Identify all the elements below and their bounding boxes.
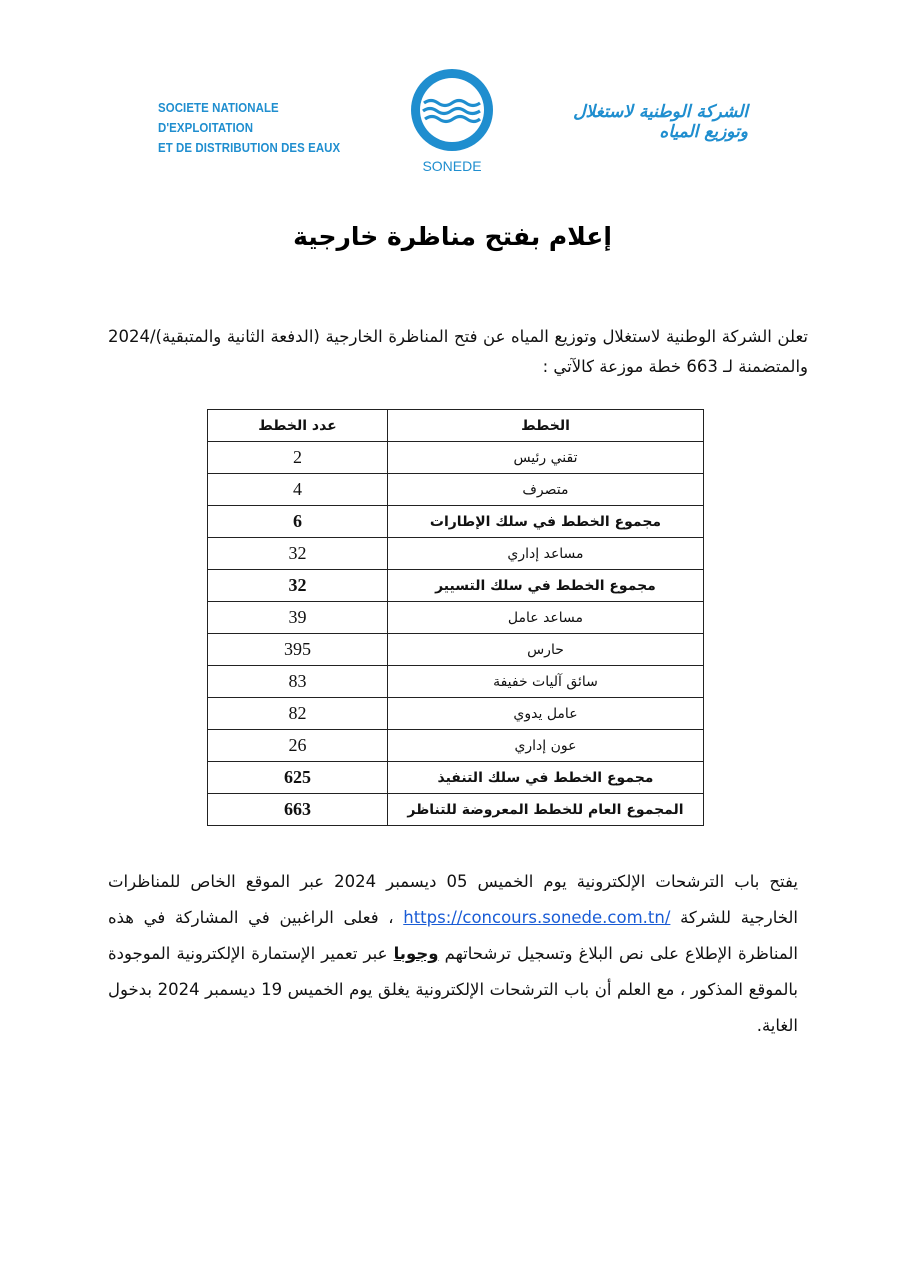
count-cell: 2 [208,442,388,474]
table-row [208,634,704,666]
registration-link[interactable]: https://concours.sonede.com.tn/ [403,908,671,927]
table-row [208,666,704,698]
logo-wordmark: SONEDE [422,158,482,174]
table-row [208,730,704,762]
count-cell: 663 [208,794,388,826]
closing-text-3: عبر تعمير الإستمارة الإلكترونية الموجودة بالموقع المذكور ، مع العلم أن باب الترشحات الإلكترونية يغلق يوم الخميس 19 ديسمبر 2024 بدخول الغاية. [108,944,798,1035]
count-cell: 6 [208,506,388,538]
plan-cell: عامل يدوي [387,698,703,730]
plan-cell: متصرف [387,474,703,506]
plan-cell: المجموع العام للخطط المعروضة للتناظر [387,794,703,826]
closing-text-1: يفتح باب الترشحات الإلكترونية يوم الخميس 05 ديسمبر 2024 عبر الموقع الخاص للمناظرات الخارجية للشركة [108,872,799,927]
table-row [208,698,704,730]
subtotal-row [208,570,704,602]
count-cell: 4 [208,474,388,506]
plan-cell: سائق آليات خفيفة [387,666,703,698]
company-name-arabic: الشركة الوطنية لاستغلال وتوزيع المياه [573,102,748,142]
plan-cell: مجموع الخطط في سلك التنفيذ [387,762,703,794]
closing-paragraph [108,864,798,1044]
plan-cell: مجموع الخطط في سلك الإطارات [387,506,703,538]
plan-cell: عون إداري [387,730,703,762]
table-row [208,602,704,634]
count-cell: 395 [208,634,388,666]
closing-text-2: ، فعلى الراغبين في المشاركة في هذه المناظرة الإطلاع على نص البلاغ وتسجيل ترشحاتهم [108,908,798,963]
table-header-row [208,410,704,442]
header-plan: الخطط [387,410,703,442]
count-cell: 82 [208,698,388,730]
grand-total-row [208,794,704,826]
count-cell: 39 [208,602,388,634]
header-count: عدد الخطط [208,410,388,442]
plan-cell: تقني رئيس [387,442,703,474]
count-cell: 26 [208,730,388,762]
letterhead [0,60,905,185]
plan-cell: مجموع الخطط في سلك التسيير [387,570,703,602]
count-cell: 625 [208,762,388,794]
table-row [208,538,704,570]
subtotal-row [208,506,704,538]
plan-cell: مساعد عامل [387,602,703,634]
intro-paragraph: تعلن الشركة الوطنية لاستغلال وتوزيع المياه عن فتح المناظرة الخارجية (الدفعة الثانية والمتبقية)/2024 والمتضمنة لـ 663 خطة موزعة كالآتي : [108,327,808,376]
subtotal-row [208,762,704,794]
count-cell: 32 [208,570,388,602]
plans-table [207,409,704,826]
count-cell: 32 [208,538,388,570]
plan-cell: مساعد إداري [387,538,703,570]
emphasis-word: وجوبا [393,944,439,963]
plan-cell: حارس [387,634,703,666]
count-cell: 83 [208,666,388,698]
company-name-french: SOCIETE NATIONALE D'EXPLOITATION ET DE DISTRIBUTION DES EAUX [158,100,341,155]
announcement-title: إعلام بفتح مناظرة خارجية [293,222,612,251]
table-row [208,474,704,506]
table-row [208,442,704,474]
